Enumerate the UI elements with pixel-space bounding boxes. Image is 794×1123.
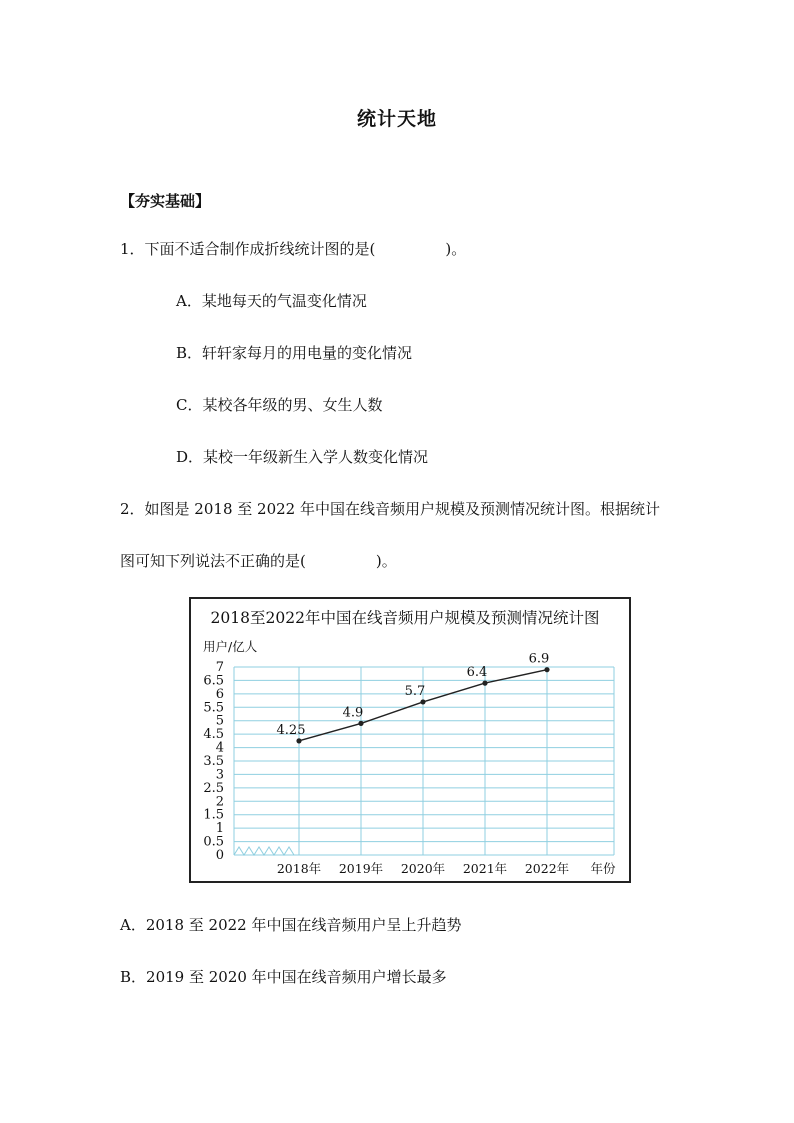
data-point (544, 667, 549, 672)
y-tick-label: 2.5 (203, 780, 224, 796)
y-tick-label: 1 (215, 821, 224, 837)
y-tick-label: 2 (215, 794, 224, 810)
y-tick-label: 7 (215, 660, 224, 675)
y-tick-label: 6.5 (203, 673, 224, 689)
chart-canvas (191, 599, 629, 881)
x-tick-label: 2018年 (276, 861, 322, 876)
axis-break-zigzag (234, 847, 294, 855)
data-label: 6.4 (466, 665, 488, 681)
data-label: 5.7 (404, 683, 426, 699)
data-point (296, 738, 301, 743)
question-2-stem: 图可知下列说法不正确的是( (120, 552, 306, 570)
y-tick-label: 3.5 (203, 754, 224, 769)
y-tick-label: 6 (215, 686, 224, 702)
option-c: C．某校各年级的男、女生人数 (176, 396, 383, 414)
y-tick-label: 3 (215, 767, 224, 783)
question-2-line-2 (120, 550, 397, 571)
question-1-suffix: )。 (445, 240, 467, 258)
x-tick-label: 2019年 (338, 861, 384, 876)
x-axis-label: 年份 (590, 861, 616, 876)
y-tick-label: 5.5 (203, 700, 224, 716)
x-tick-label: 2021年 (462, 861, 508, 876)
y-tick-label: 4.5 (203, 727, 224, 743)
answer-option-a: A．2018 至 2022 年中国在线音频用户呈上升趋势 (120, 916, 462, 934)
y-axis-label: 用户/亿人 (203, 639, 258, 654)
x-tick-label: 2020年 (400, 861, 446, 876)
data-label: 4.9 (342, 705, 364, 721)
question-1 (120, 238, 466, 259)
option-b: B．轩轩家每月的用电量的变化情况 (176, 344, 413, 362)
data-point (358, 721, 363, 726)
x-tick-label: 2022年 (524, 861, 570, 876)
y-tick-label: 1.5 (203, 807, 224, 823)
y-tick-label: 5 (215, 713, 224, 729)
y-tick-label: 0.5 (203, 834, 224, 850)
line-chart (189, 597, 631, 883)
question-1-stem: 1．下面不适合制作成折线统计图的是( (120, 240, 376, 258)
chart-title: 2018至2022年中国在线音频用户规模及预测情况统计图 (210, 609, 600, 627)
question-2-line-1: 2．如图是 2018 至 2022 年中国在线音频用户规模及预测情况统计图。根据统计 (120, 500, 660, 518)
answer-option-b: B．2019 至 2020 年中国在线音频用户增长最多 (120, 968, 447, 986)
section-heading: 【夯实基础】 (120, 192, 211, 210)
page-title: 统计天地 (356, 108, 437, 130)
data-point (482, 681, 487, 686)
data-point (420, 699, 425, 704)
question-2-suffix: )。 (375, 552, 397, 570)
option-d: D．某校一年级新生入学人数变化情况 (176, 448, 429, 466)
data-label: 4.25 (276, 722, 306, 738)
data-label: 6.9 (528, 651, 550, 667)
y-tick-label: 4 (215, 740, 224, 756)
option-a: A．某地每天的气温变化情况 (176, 292, 367, 310)
y-tick-label: 0 (215, 848, 224, 863)
